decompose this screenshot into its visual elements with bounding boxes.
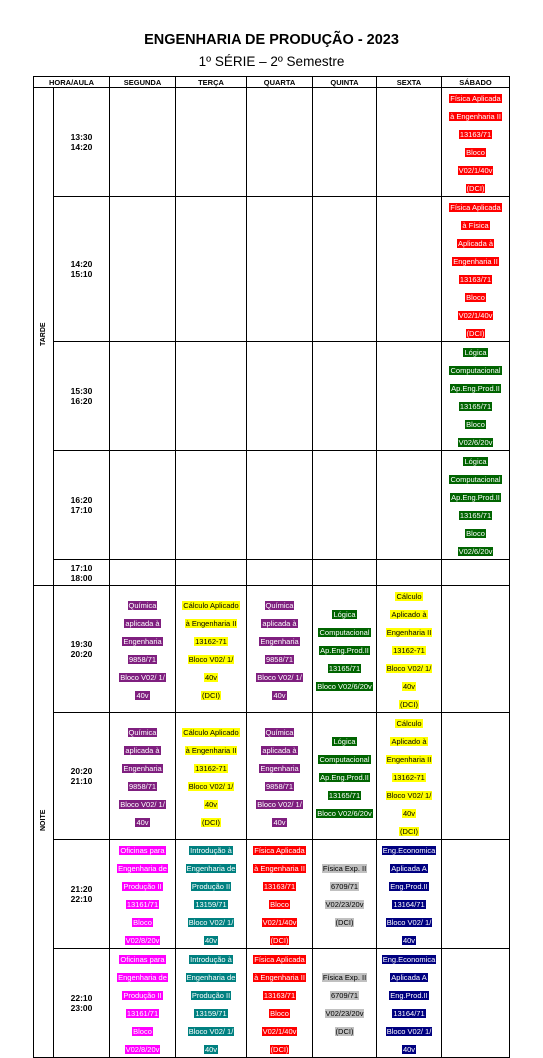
time-slot: 14:20 15:10 xyxy=(54,197,110,342)
class-block[interactable]: Física Aplicada à Física Aplicada à Engenharia II 13163/71 Bloco V02/1/40v (DCI) xyxy=(450,203,501,338)
schedule-cell-segunda xyxy=(110,560,176,586)
schedule-cell-terca xyxy=(176,949,247,1058)
class-block[interactable]: Cálculo Aplicado à Engenharia II 13162-71 Bloco V02/ 1/ 40v (DCI) xyxy=(386,592,432,709)
schedule-cell-sexta xyxy=(377,342,442,451)
table-row xyxy=(34,949,510,1058)
schedule-cell-terca xyxy=(176,586,247,713)
schedule-cell-sexta xyxy=(377,713,442,840)
table-row xyxy=(34,586,510,713)
class-block[interactable]: Eng.Economica Aplicada A Eng.Prod.II 13164/71 Bloco V02/ 1/ 40v xyxy=(382,955,436,1054)
period-night xyxy=(34,586,54,1058)
schedule-cell-quarta xyxy=(247,197,313,342)
schedule-cell-sexta xyxy=(377,586,442,713)
class-block[interactable]: Lógica Computacional Ap.Eng.Prod.II 13165/71 Bloco V02/6/20v xyxy=(317,737,372,818)
column-header-sexta: SEXTA xyxy=(377,77,442,88)
schedule-cell-sabado xyxy=(442,840,510,949)
class-block[interactable]: Física Aplicada à Engenharia II 13163/71 Bloco V02/1/40v (DCI) xyxy=(254,955,305,1054)
class-block[interactable]: Cálculo Aplicado à Engenharia II 13162-71 Bloco V02/ 1/ 40v (DCI) xyxy=(183,601,239,700)
schedule-cell-terca xyxy=(176,451,247,560)
time-slot: 20:20 21:10 xyxy=(54,713,110,840)
schedule-cell-segunda xyxy=(110,713,176,840)
schedule-cell-quinta xyxy=(313,197,377,342)
class-block[interactable]: Física Exp. II 6709/71 V02/23/20v (DCI) xyxy=(322,973,367,1036)
schedule-table xyxy=(33,76,510,1058)
table-row xyxy=(34,88,510,197)
schedule-cell-segunda xyxy=(110,586,176,713)
schedule-cell-quinta xyxy=(313,560,377,586)
schedule-cell-segunda xyxy=(110,451,176,560)
schedule-cell-quinta xyxy=(313,342,377,451)
schedule-cell-segunda xyxy=(110,88,176,197)
schedule-cell-quarta xyxy=(247,451,313,560)
schedule-cell-terca xyxy=(176,560,247,586)
schedule-cell-quarta xyxy=(247,342,313,451)
schedule-cell-terca xyxy=(176,342,247,451)
column-header-segunda: SEGUNDA xyxy=(110,77,176,88)
period-afternoon xyxy=(34,88,54,586)
schedule-cell-sabado xyxy=(442,88,510,197)
schedule-cell-terca xyxy=(176,88,247,197)
class-block[interactable]: Eng.Economica Aplicada A Eng.Prod.II 13164/71 Bloco V02/ 1/ 40v xyxy=(382,846,436,945)
schedule-cell-sabado xyxy=(442,560,510,586)
schedule-cell-sexta xyxy=(377,197,442,342)
class-block[interactable]: Física Aplicada à Engenharia II 13163/71 Bloco V02/1/40v (DCI) xyxy=(450,94,501,193)
class-block[interactable]: Química aplicada à Engenharia 9858/71 Bloco V02/ 1/ 40v xyxy=(257,601,302,700)
class-block[interactable]: Cálculo Aplicado à Engenharia II 13162-71 Bloco V02/ 1/ 40v (DCI) xyxy=(386,719,432,836)
schedule-cell-segunda xyxy=(110,342,176,451)
class-block[interactable]: Química aplicada à Engenharia 9858/71 Bloco V02/ 1/ 40v xyxy=(120,728,165,827)
schedule-cell-sexta xyxy=(377,88,442,197)
schedule-cell-quarta xyxy=(247,586,313,713)
schedule-cell-sabado xyxy=(442,586,510,713)
schedule-cell-quarta xyxy=(247,88,313,197)
schedule-cell-sabado xyxy=(442,342,510,451)
schedule-cell-quinta xyxy=(313,451,377,560)
schedule-cell-sexta xyxy=(377,451,442,560)
schedule-cell-terca xyxy=(176,713,247,840)
page-title: ENGENHARIA DE PRODUÇÃO - 2023 xyxy=(144,32,399,48)
time-slot: 21:20 22:10 xyxy=(54,840,110,949)
class-block[interactable]: Química aplicada à Engenharia 9858/71 Bloco V02/ 1/ 40v xyxy=(120,601,165,700)
header-row xyxy=(34,77,510,88)
period-label: NOITE xyxy=(40,809,47,831)
table-row xyxy=(34,342,510,451)
schedule-cell-terca xyxy=(176,840,247,949)
schedule-cell-terca xyxy=(176,197,247,342)
class-block[interactable]: Introdução à Engenharia de Produção II 13159/71 Bloco V02/ 1/ 40v xyxy=(186,955,236,1054)
schedule-cell-quinta xyxy=(313,840,377,949)
class-block[interactable]: Lógica Computacional Ap.Eng.Prod.II 13165/71 Bloco V02/6/20v xyxy=(450,348,501,447)
schedule-cell-sabado xyxy=(442,949,510,1058)
column-header-quarta: QUARTA xyxy=(247,77,313,88)
class-block[interactable]: Oficinas para Engenharia de Produção II 13161/71 Bloco V02/8/20v xyxy=(118,955,167,1054)
column-header-sabado: SÁBADO xyxy=(442,77,510,88)
class-block[interactable]: Lógica Computacional Ap.Eng.Prod.II 13165/71 Bloco V02/6/20v xyxy=(450,457,501,556)
table-row xyxy=(34,713,510,840)
schedule-cell-sexta xyxy=(377,560,442,586)
class-block[interactable]: Química aplicada à Engenharia 9858/71 Bloco V02/ 1/ 40v xyxy=(257,728,302,827)
schedule-cell-segunda xyxy=(110,840,176,949)
class-block[interactable]: Oficinas para Engenharia de Produção II 13161/71 Bloco V02/8/20v xyxy=(118,846,167,945)
schedule-cell-sabado xyxy=(442,451,510,560)
column-header-terca: TERÇA xyxy=(176,77,247,88)
table-row xyxy=(34,560,510,586)
time-slot: 19:30 20:20 xyxy=(54,586,110,713)
schedule-cell-segunda xyxy=(110,949,176,1058)
time-slot: 22:10 23:00 xyxy=(54,949,110,1058)
class-block[interactable]: Cálculo Aplicado à Engenharia II 13162-71 Bloco V02/ 1/ 40v (DCI) xyxy=(183,728,239,827)
schedule-cell-quinta xyxy=(313,586,377,713)
page-subtitle: 1º SÉRIE – 2º Semestre xyxy=(198,54,345,69)
schedule-cell-quinta xyxy=(313,713,377,840)
schedule-cell-sexta xyxy=(377,840,442,949)
column-header-quinta: QUINTA xyxy=(313,77,377,88)
schedule-cell-sabado xyxy=(442,197,510,342)
table-row xyxy=(34,451,510,560)
time-slot: 13:30 14:20 xyxy=(54,88,110,197)
class-block[interactable]: Introdução à Engenharia de Produção II 13159/71 Bloco V02/ 1/ 40v xyxy=(186,846,236,945)
schedule-cell-quarta xyxy=(247,713,313,840)
schedule-cell-segunda xyxy=(110,197,176,342)
table-row xyxy=(34,197,510,342)
time-slot: 15:30 16:20 xyxy=(54,342,110,451)
class-block[interactable]: Física Exp. II 6709/71 V02/23/20v (DCI) xyxy=(322,864,367,927)
schedule-cell-quarta xyxy=(247,560,313,586)
schedule-cell-sexta xyxy=(377,949,442,1058)
schedule-cell-sabado xyxy=(442,713,510,840)
column-header-hora: HORA/AULA xyxy=(34,77,110,88)
class-block[interactable]: Física Aplicada à Engenharia II 13163/71 Bloco V02/1/40v (DCI) xyxy=(254,846,305,945)
table-row xyxy=(34,840,510,949)
schedule-cell-quinta xyxy=(313,88,377,197)
schedule-cell-quinta xyxy=(313,949,377,1058)
time-slot: 17:10 18:00 xyxy=(54,560,110,586)
schedule-cell-quarta xyxy=(247,840,313,949)
period-label: TARDE xyxy=(40,322,47,346)
schedule-cell-quarta xyxy=(247,949,313,1058)
class-block[interactable]: Lógica Computacional Ap.Eng.Prod.II 13165/71 Bloco V02/6/20v xyxy=(317,610,372,691)
time-slot: 16:20 17:10 xyxy=(54,451,110,560)
